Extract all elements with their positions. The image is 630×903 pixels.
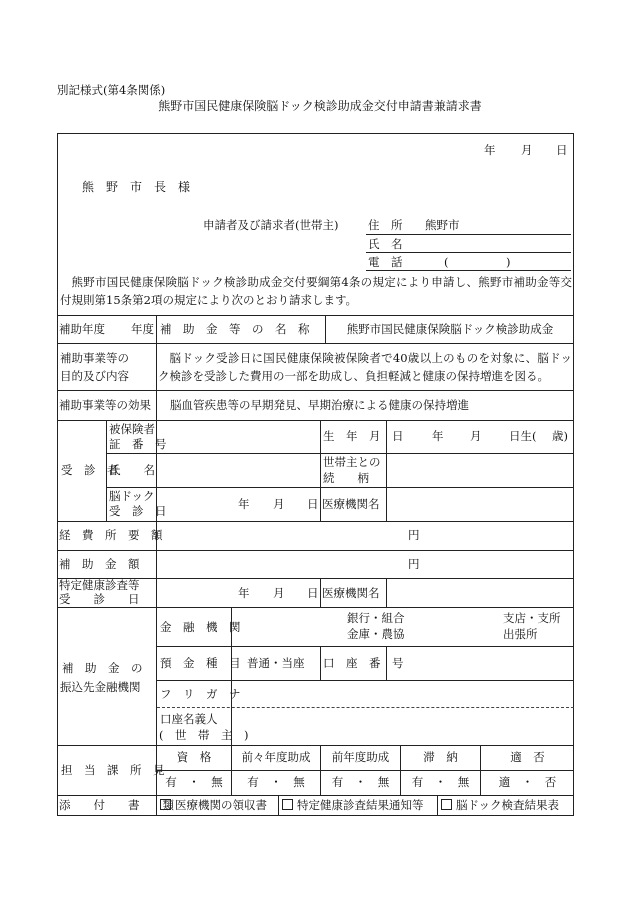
bank-institution-label: 金 融 機 関 <box>160 620 241 634</box>
required-cost-label: 経 費 所 要 額 <box>59 528 163 542</box>
bank-union-option[interactable]: 銀行・組合 <box>347 611 405 625</box>
birth-day[interactable]: 日生( <box>509 429 537 443</box>
treasury-option[interactable]: 金庫・農協 <box>347 627 405 641</box>
exam-institution-label: 医療機関名 <box>322 497 380 511</box>
office-val-prev1[interactable]: 有 ・ 無 <box>331 775 390 789</box>
form-title: 熊野市国民健康保険脳ドック検診助成金交付申請書兼請求書 <box>158 99 482 113</box>
phone-paren[interactable]: ( ) <box>444 255 511 269</box>
form-reference: 別記様式(第4条関係) <box>57 83 166 97</box>
birth-month[interactable]: 月 <box>470 429 482 443</box>
attachment-receipt[interactable] <box>160 799 267 812</box>
checkup-label-2: 受 診 日 <box>59 592 140 606</box>
office-col-prev2: 前々年度助成 <box>241 750 311 764</box>
phone-underline <box>366 270 571 271</box>
address-value[interactable]: 熊野市 <box>425 218 460 232</box>
checkbox-checkup-notice[interactable] <box>282 799 293 810</box>
office-col-arrears: 滞 納 <box>423 750 458 764</box>
subsidy-amount-label: 補 助 金 額 <box>59 557 140 571</box>
holder-label-1: 口座名義人 <box>160 712 218 726</box>
date-year: 年 <box>484 143 496 157</box>
birth-year[interactable]: 年 <box>432 429 444 443</box>
relation-label-2: 続 柄 <box>323 471 369 485</box>
birth-date-label: 生 年 月 日 <box>323 429 404 443</box>
office-view-label: 担 当 課 所 見 <box>61 763 165 777</box>
account-no-label: 口 座 番 号 <box>323 656 404 670</box>
attachment-checkup-notice-label: 特定健康診査結果通知等 <box>297 798 424 812</box>
insured-no-label-1: 被保険者 <box>109 422 155 436</box>
effect-value: 脳血管疾患等の早期発見、早期治療による健康の保持増進 <box>170 398 469 412</box>
program-name-label: 補 助 金 等 の 名 称 <box>160 322 310 336</box>
name-underline[interactable] <box>366 252 571 253</box>
fiscal-year-label: 補助年度 <box>59 322 105 336</box>
address-underline <box>366 234 571 235</box>
bank-section-label-1: 補 助 金 の <box>62 661 143 675</box>
purpose-label-2: 目的及び内容 <box>60 369 129 383</box>
address-label: 住 所 <box>368 218 403 232</box>
deposit-type-value[interactable]: 普通・当座 <box>247 656 305 670</box>
relation-label-1: 世帯主との <box>323 455 381 469</box>
fiscal-year-unit[interactable]: 年度 <box>131 322 154 336</box>
holder-label-2: ( 世 帯 主 ) <box>159 728 249 742</box>
bank-section-label-2: 振込先金融機関 <box>60 680 141 694</box>
intro-text: 熊野市国民健康保険脳ドック検診助成金交付要綱第4条の規定により申請し、熊野市補助金等交付規則第15条第2項の規定により次のとおり請求します。 <box>60 275 572 307</box>
office-val-qualification[interactable]: 有 ・ 無 <box>165 775 223 789</box>
branch-option[interactable]: 支店・支所 <box>503 611 561 625</box>
date-day: 日 <box>556 143 568 157</box>
attachment-checkup-notice[interactable] <box>282 799 424 812</box>
purpose-value: 脳ドック受診日に国民健康保険被保険者で40歳以上のものを対象に、脳ドック検診を受診した費用の一部を助成し、負担軽減と健康の保持増進を図る。 <box>158 351 572 383</box>
exam-month[interactable]: 月 <box>273 497 285 511</box>
exam-date-label-1: 脳ドック <box>109 489 155 503</box>
checkup-year[interactable]: 年 <box>238 586 250 600</box>
exam-day[interactable]: 日 <box>307 497 319 511</box>
exam-year[interactable]: 年 <box>238 497 250 511</box>
addressee: 熊 野 市 長 様 <box>82 180 191 194</box>
checkup-day[interactable]: 日 <box>307 586 319 600</box>
exam-date-label-2: 受 診 日 <box>109 504 167 518</box>
office-val-prev2[interactable]: 有 ・ 無 <box>247 775 305 789</box>
subsidy-amount-yen[interactable]: 円 <box>408 557 420 571</box>
required-cost-yen[interactable]: 円 <box>408 528 420 542</box>
purpose-label-1: 補助事業等の <box>60 351 129 365</box>
office-option[interactable]: 出張所 <box>503 627 538 641</box>
date-month: 月 <box>521 143 533 157</box>
checkup-label-1: 特定健康診査等 <box>59 578 140 592</box>
office-col-eligibility: 適 否 <box>510 750 545 764</box>
insured-no-label-2: 証 番 号 <box>109 437 167 451</box>
checkbox-brain-dock-result[interactable] <box>441 799 452 810</box>
program-name-value: 熊野市国民健康保険脳ドック検診助成金 <box>346 322 554 336</box>
office-col-qualification: 資 格 <box>176 750 212 764</box>
attachments-label: 添 付 書 類 <box>59 798 174 812</box>
office-val-arrears[interactable]: 有 ・ 無 <box>411 775 470 789</box>
office-col-prev1: 前年度助成 <box>331 750 390 764</box>
insured-no-field[interactable] <box>158 430 318 448</box>
attachment-brain-dock-result-label: 脳ドック検査結果表 <box>456 798 560 812</box>
deposit-type-label: 預 金 種 目 <box>160 656 241 670</box>
examinee-section-label: 受 診 者 <box>61 463 119 477</box>
attachment-brain-dock-result[interactable] <box>441 799 559 812</box>
applicant-label: 申請者及び請求者(世帯主) <box>203 218 339 232</box>
effect-label: 補助事業等の効果 <box>59 398 151 412</box>
phone-label: 電 話 <box>368 255 403 269</box>
office-val-eligibility[interactable]: 適 ・ 否 <box>498 775 557 789</box>
checkup-institution-label: 医療機関名 <box>322 586 380 600</box>
checkup-month[interactable]: 月 <box>273 586 285 600</box>
attachment-receipt-label: 医療機関の領収書 <box>175 798 267 812</box>
examinee-name-label: 氏 名 <box>109 463 155 477</box>
furigana-label: フ リ ガ ナ <box>160 687 241 701</box>
checkbox-receipt[interactable] <box>160 799 171 810</box>
name-label: 氏 名 <box>368 237 403 251</box>
birth-age[interactable]: 歳) <box>552 429 568 443</box>
